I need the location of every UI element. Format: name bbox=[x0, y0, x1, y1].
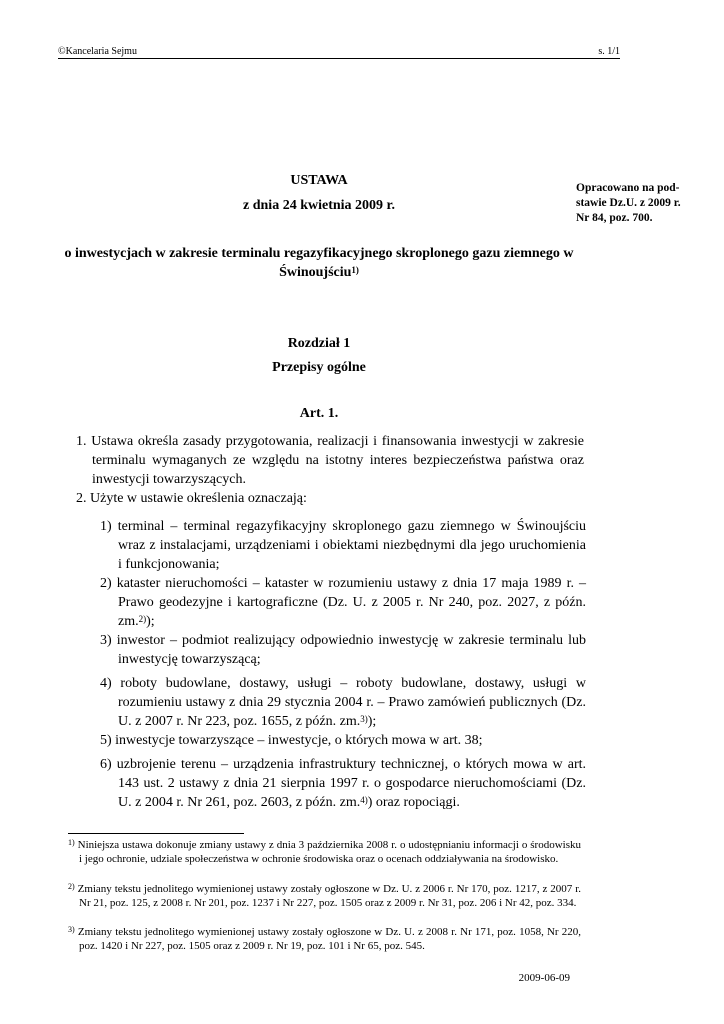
definition-item bbox=[100, 574, 586, 631]
act-title: USTAWA bbox=[290, 173, 348, 188]
page-header bbox=[58, 46, 620, 59]
footnote-number: 1) bbox=[68, 838, 75, 847]
footnote bbox=[68, 838, 581, 866]
paragraph-1 bbox=[76, 432, 584, 489]
item-text: inwestycje towarzyszące – inwestycje, o których mowa w art. 38; bbox=[115, 733, 483, 748]
item-text: inwestor – podmiot realizujący odpowiednio inwestycję w zakresie terminalu lub inwestycję towarzyszącą; bbox=[116, 633, 587, 667]
act-date: z dnia 24 kwietnia 2009 r. bbox=[243, 198, 395, 213]
definition-item bbox=[100, 674, 586, 731]
footnote-ref: 3) bbox=[360, 714, 368, 724]
footnote-ref: 2) bbox=[138, 614, 147, 624]
chapter-label: Rozdział 1 bbox=[287, 336, 351, 351]
paragraph-text: Użyte w ustawie określenia oznaczają: bbox=[90, 491, 307, 506]
footnote-divider bbox=[68, 833, 244, 834]
paragraph-number: 1. bbox=[76, 434, 87, 449]
paragraph-text: Ustawa określa zasady przygotowania, realizacji i finansowania inwestycji w zakresie terminalu wymaganych ze względu na istotny interes bezpieczeństwa państwa oraz inwestycji towarzyszących. bbox=[91, 434, 585, 487]
footnote-number: 2) bbox=[68, 882, 75, 891]
item-text: kataster nieruchomości – kataster w rozumieniu ustawy z dnia 17 maja 1989 r. – Prawo geodezyjne i kartograficzne (Dz. U. z 2005 r. Nr 240, poz. 2027, z późn. zm. bbox=[116, 576, 586, 629]
paragraph-number: 2. bbox=[76, 491, 87, 506]
footnote-ref: 1) bbox=[351, 265, 359, 275]
item-number: 3) bbox=[100, 633, 112, 648]
definition-item bbox=[100, 755, 586, 812]
item-number: 2) bbox=[100, 576, 112, 591]
definition-item bbox=[100, 517, 586, 574]
footnote bbox=[68, 882, 581, 910]
item-tail: ); bbox=[146, 614, 155, 629]
item-tail: ); bbox=[367, 714, 377, 729]
footnote bbox=[68, 925, 581, 953]
item-number: 5) bbox=[100, 733, 112, 748]
definition-item bbox=[100, 731, 586, 750]
item-number: 1) bbox=[100, 519, 112, 534]
item-number: 6) bbox=[100, 757, 112, 772]
footnote-text: Zmiany tekstu jednolitego wymienionej ustawy zostały ogłoszone w Dz. U. z 2006 r. Nr 170, poz. 1217, z 2007 r. Nr 21, poz. 125, z 2008 r. Nr 201, poz. 1237 i Nr 227, poz. 1505 oraz z 2009 r. Nr 31, poz. 206 i Nr 42, poz. 334. bbox=[77, 883, 582, 909]
header-page-number: s. 1/1 bbox=[598, 46, 620, 57]
header-source: ©Kancelaria Sejmu bbox=[58, 46, 137, 57]
footnote-text: Niniejsza ustawa dokonuje zmiany ustawy z dnia 3 października 2008 r. o udostępnianiu informacji o środowisku i jego ochronie, udziale społeczeństwa w ochronie środowiska oraz o ocenach oddziaływania na środowisko. bbox=[77, 839, 581, 865]
chapter-title: Przepisy ogólne bbox=[272, 360, 366, 375]
footnote-ref: 4) bbox=[360, 795, 368, 805]
definition-item bbox=[100, 631, 586, 669]
side-note: Opracowano na pod-stawie Dz.U. z 2009 r. Nr 84, poz. 700. bbox=[576, 182, 681, 224]
item-text: roboty budowlane, dostawy, usługi – roboty budowlane, dostawy, usługi w rozumieniu ustawy z dnia 29 stycznia 2004 r. – Prawo zamówień publicznych (Dz. U. z 2007 r. Nr 223, poz. 1655, z późn. zm. bbox=[118, 676, 587, 729]
item-text: uzbrojenie terenu – urządzenia infrastruktury technicznej, o których mowa w art. 143 ust. 2 ustawy z dnia 21 sierpnia 1997 r. o gospodarce nieruchomościami (Dz. U. z 2004 r. Nr 261, poz. 2603, z późn. zm. bbox=[116, 757, 587, 810]
item-text: terminal – terminal regazyfikacyjny skroplonego gazu ziemnego w Świnoujściu wraz z instalacjami, urządzeniami i obiektami niezbędnymi dla jego uruchomienia i funkcjonowania; bbox=[117, 519, 587, 572]
article-label: Art. 1. bbox=[299, 406, 339, 421]
footnote-number: 3) bbox=[68, 925, 75, 934]
footer-date: 2009-06-09 bbox=[518, 972, 570, 984]
act-subject bbox=[60, 244, 578, 282]
footnote-text: Zmiany tekstu jednolitego wymienionej ustawy zostały ogłoszone w Dz. U. z 2008 r. Nr 171, poz. 1058, Nr 220, poz. 1420 i Nr 227, poz. 1505 oraz z 2009 r. Nr 19, poz. 101 i Nr 65, poz. 545. bbox=[77, 926, 582, 952]
paragraph-2 bbox=[76, 489, 568, 508]
item-tail: ) oraz ropociągi. bbox=[367, 795, 460, 810]
act-subject-text: o inwestycjach w zakresie terminalu regazyfikacyjnego skroplonego gazu ziemnego w Świnoujściu bbox=[64, 246, 574, 280]
item-number: 4) bbox=[100, 676, 112, 691]
